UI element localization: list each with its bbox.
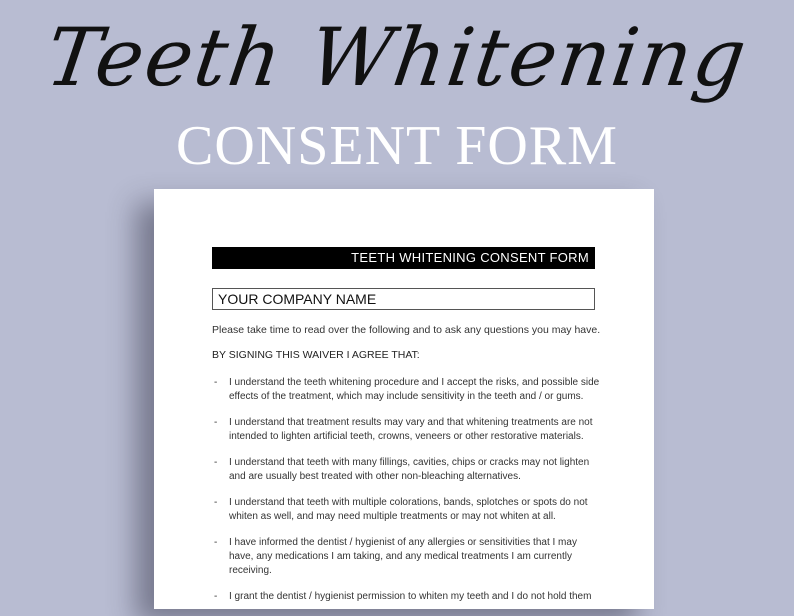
item-text: I have informed the dentist / hygienist of any allergies or sensitivities that I may have, any medications I am taking, and any medical treatments I am currently receiving. xyxy=(229,537,577,576)
bullet-dash: - xyxy=(214,591,218,602)
bullet-dash: - xyxy=(214,497,218,508)
form-banner: TEETH WHITENING CONSENT FORM xyxy=(212,247,595,269)
list-item xyxy=(212,456,602,484)
intro-text: Please take time to read over the following and to ask any questions you may have. xyxy=(212,324,601,336)
list-item xyxy=(212,416,602,444)
list-item xyxy=(212,590,602,604)
bullet-dash: - xyxy=(214,417,218,428)
waiver-heading: BY SIGNING THIS WAIVER I AGREE THAT: xyxy=(212,349,420,361)
item-text: I grant the dentist / hygienist permission to whiten my teeth and I do not hold them xyxy=(229,591,592,602)
list-item xyxy=(212,536,602,578)
subtitle: CONSENT FORM xyxy=(176,115,618,177)
item-text: I understand that teeth with many fillings, cavities, chips or cracks may not lighten and are usually best treated with other non-bleaching alternatives. xyxy=(229,457,590,482)
item-text: I understand that treatment results may vary and that whitening treatments are not intended to lighten artificial teeth, crowns, veneers or other restorative materials. xyxy=(229,417,593,442)
list-item xyxy=(212,376,602,404)
list-item xyxy=(212,496,602,524)
bullet-dash: - xyxy=(214,457,218,468)
bullet-dash: - xyxy=(214,377,218,388)
form-page xyxy=(154,189,654,609)
script-title: Teeth Whitening xyxy=(40,11,754,104)
company-name-field: YOUR COMPANY NAME xyxy=(212,288,595,310)
item-text: I understand the teeth whitening procedure and I accept the risks, and possible side effects of the treatment, which may include sensitivity in the teeth and / or gums. xyxy=(229,377,600,402)
agreement-list xyxy=(212,376,602,616)
bullet-dash: - xyxy=(214,537,218,548)
item-text: I understand that teeth with multiple colorations, bands, splotches or spots do not whiten as well, and may need multiple treatments or may not whiten at all. xyxy=(229,497,588,522)
